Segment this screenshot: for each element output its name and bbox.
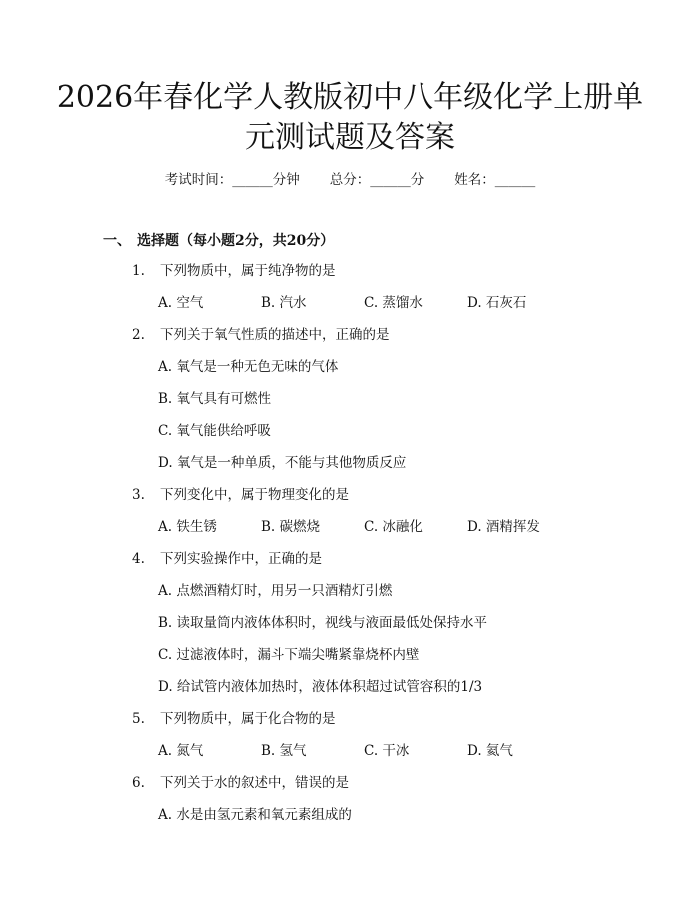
section-number: 一、 [103,233,131,249]
option-c: C. 干冰 [364,743,410,759]
exam-meta [0,168,700,188]
option-b: B. 氢气 [261,743,307,759]
question-4-option-b: B. 读取量筒内液体体积时，视线与液面最低处保持水平 [158,615,488,631]
option-c: C. 冰融化 [364,519,423,535]
question-number: 1. [132,263,145,279]
question-number: 6. [132,775,145,791]
question-4-option-c: C. 过滤液体时，漏斗下端尖嘴紧靠烧杯内壁 [158,647,420,663]
question-2 [132,326,390,344]
page-title-line-2: 元测试题及答案 [245,120,455,155]
question-text: 下列变化中，属于物理变化的是 [160,487,349,503]
option-d: D. 酒精挥发 [467,519,540,535]
question-3 [132,486,349,504]
question-6 [132,774,349,792]
option-a: A. 铁生锈 [158,519,217,535]
option-c: C. 蒸馏水 [364,295,423,311]
question-5-options [158,742,570,760]
question-text: 下列实验操作中，正确的是 [160,551,322,567]
question-number: 5. [132,711,145,727]
question-number: 3. [132,487,145,503]
question-text: 下列关于氧气性质的描述中，正确的是 [160,327,390,343]
option-a: A. 空气 [158,295,204,311]
exam-time-field: 考试时间：______分钟 [164,172,300,188]
question-number: 4. [132,551,145,567]
question-1 [132,262,336,280]
question-2-option-d: D. 氧气是一种单质，不能与其他物质反应 [158,455,407,471]
option-d: D. 石灰石 [467,295,527,311]
section-heading-choice [103,230,334,250]
question-number: 2. [132,327,145,343]
total-score-field: 总分：______分 [329,172,425,188]
question-6-option-a: A. 水是由氢元素和氧元素组成的 [158,807,352,823]
question-2-option-a: A. 氧气是一种无色无味的气体 [158,359,339,375]
question-3-options [158,518,570,536]
question-text: 下列物质中，属于纯净物的是 [160,263,336,279]
question-text: 下列关于水的叙述中，错误的是 [160,775,349,791]
option-b: B. 汽水 [261,295,307,311]
question-4-option-d: D. 给试管内液体加热时，液体体积超过试管容积的1/3 [158,679,483,695]
option-a: A. 氮气 [158,743,204,759]
question-2-option-b: B. 氧气具有可燃性 [158,391,272,407]
page-title-line-1: 2026年春化学人教版初中八年级化学上册单 [56,80,644,115]
question-2-option-c: C. 氧气能供给呼吸 [158,423,271,439]
question-1-options [158,294,570,312]
question-4 [132,550,322,568]
option-b: B. 碳燃烧 [261,519,321,535]
question-5 [132,710,336,728]
question-4-option-a: A. 点燃酒精灯时，用另一只酒精灯引燃 [158,583,393,599]
option-d: D. 氦气 [467,743,513,759]
student-name-field: 姓名：______ [454,172,536,188]
question-text: 下列物质中，属于化合物的是 [160,711,336,727]
section-title: 选择题（每小题2分，共20分） [137,233,335,249]
